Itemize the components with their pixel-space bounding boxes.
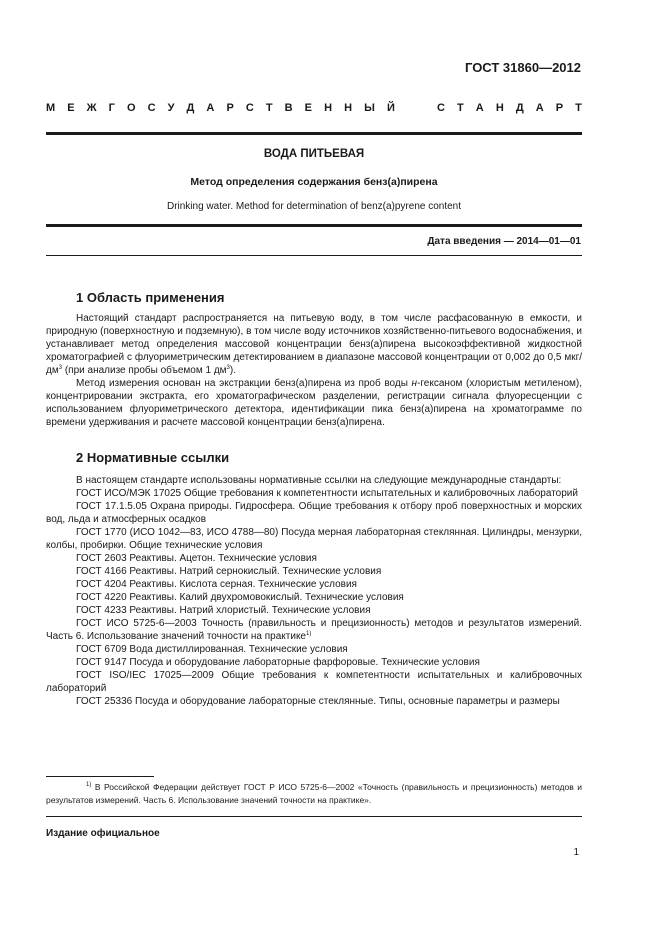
banner-letter: А xyxy=(475,102,484,114)
reference-item: ГОСТ 9147 Посуда и оборудование лабораторные фарфоровые. Технические условия xyxy=(76,657,480,668)
page-number: 1 xyxy=(573,847,579,858)
banner-letter: Д xyxy=(186,102,195,114)
section-2-intro: В настоящем стандарте использованы нормативные ссылки на следующие международные стандарты: xyxy=(76,475,562,486)
banner-letter: Т xyxy=(575,102,582,114)
date-divider xyxy=(46,255,582,256)
footnote xyxy=(46,781,582,807)
title-divider xyxy=(46,224,582,227)
section-2-heading: 2 Нормативные ссылки xyxy=(76,450,230,465)
banner-letter: М xyxy=(46,102,56,114)
introduction-date: Дата введения — 2014—01—01 xyxy=(427,236,581,247)
reference-item: ГОСТ 4233 Реактивы. Натрий хлористый. Технические условия xyxy=(76,605,371,616)
banner-letter: Р xyxy=(555,102,564,114)
banner-letter: С xyxy=(147,102,156,114)
banner-gap xyxy=(407,102,425,114)
section-2-body xyxy=(46,474,582,708)
banner-letter: Т xyxy=(265,102,273,114)
document-subtitle: Метод определения содержания бенз(а)пирена xyxy=(190,176,438,188)
banner-letter: Т xyxy=(457,102,464,114)
banner-letter: В xyxy=(284,102,293,114)
section-1-heading: 1 Область применения xyxy=(76,290,225,305)
section-1-paragraph-1: Настоящий стандарт распространяется на питьевую воду, в том числе расфасованную в емкости, и природную (поверхностную и подземную), в том числе воду источников хозяйственно-питьевого водоснабжения, и устанавливает метод определения массовой концентрации бенз(а)пирена высокоэффективной жидкостной хроматографией с флуориметрическим детектированием в диапазоне массовой концентрации от 0,002 до 0,5 мкг/$дм^3$ (при анализе пробы объемом 1 $дм^3$). xyxy=(46,313,582,376)
banner-letter: Н xyxy=(495,102,504,114)
reference-item: ГОСТ 1770 (ИСО 1042—83, ИСО 4788—80) Посуда мерная лабораторная стеклянная. Цилиндры, мензурки, колбы, пробирки. Общие технические условия xyxy=(46,527,582,551)
reference-item: ГОСТ ИСО/МЭК 17025 Общие требования к компетентности испытательных и калибровочных лабораторий xyxy=(76,488,578,499)
banner-letter: Й xyxy=(386,102,395,114)
banner-letter: А xyxy=(206,102,215,114)
footnote-divider xyxy=(46,776,154,777)
standard-code: ГОСТ 31860—2012 xyxy=(465,60,581,75)
reference-item: ГОСТ ISO/IEC 17025—2009 Общие требования к компетентности испытательных и калибровочных лабораторий xyxy=(46,670,582,694)
reference-item: ГОСТ 2603 Реактивы. Ацетон. Технические условия xyxy=(76,553,317,564)
banner-letter: Н xyxy=(324,102,333,114)
reference-item: ГОСТ 17.1.5.05 Охрана природы. Гидросфера. Общие требования к отбору проб поверхностных и морских вод, льда и атмосферных осадков xyxy=(46,501,582,525)
reference-item: ГОСТ ИСО 5725-6—2003 Точность (правильность и прецизионность) методов и результатов измерений. Часть 6. Использование значений точности на практике$^{1)}$ xyxy=(46,618,582,642)
top-divider xyxy=(46,132,582,135)
banner-letter: У xyxy=(167,102,175,114)
banner-letter: Е xyxy=(304,102,313,114)
reference-item: ГОСТ 4166 Реактивы. Натрий сернокислый. Технические условия xyxy=(76,566,382,577)
interstate-standard-banner xyxy=(46,102,582,114)
reference-item: ГОСТ 25336 Посуда и оборудование лабораторные стеклянные. Типы, основные параметры и размеры xyxy=(76,696,560,707)
banner-letter: С xyxy=(436,102,445,114)
footer-divider xyxy=(46,816,582,817)
banner-letter: Д xyxy=(515,102,524,114)
official-edition-label: Издание официальное xyxy=(46,828,160,839)
normative-references-list xyxy=(46,487,582,708)
banner-letter: О xyxy=(126,102,136,114)
banner-letter: Г xyxy=(108,102,115,114)
section-1-paragraph-2: Метод измерения основан на экстракции бенз(а)пирена из проб воды н-гексаном (хлористым метиленом), концентрировании экстракта, его хроматографическом разделении, регистрации сигнала флуоресценции с использованием флуориметрического детектора, идентификации пика бенз(а)пирена на хроматограмме по времени удерживания и расчете массовой концентрации бенз(а)пирена. xyxy=(46,378,582,428)
reference-item: ГОСТ 4204 Реактивы. Кислота серная. Технические условия xyxy=(76,579,357,590)
banner-letter: Ж xyxy=(86,102,97,114)
reference-item: ГОСТ 6709 Вода дистиллированная. Технические условия xyxy=(76,644,348,655)
section-1-body xyxy=(46,312,582,429)
reference-item: ГОСТ 4220 Реактивы. Калий двухромовокислый. Технические условия xyxy=(76,592,404,603)
banner-letter: А xyxy=(535,102,544,114)
footnote-mark: 1) xyxy=(86,782,92,788)
footnote-text: В Российской Федерации действует ГОСТ Р ИСО 5725-6—2002 «Точность (правильность и прецизионность) методов и результатов измерений. Часть 6. Использование значений точности на практике». xyxy=(46,782,582,805)
english-title: Drinking water. Method for determination of benz(a)pyrene content xyxy=(166,201,462,212)
reference-footnote-mark: 1) xyxy=(306,631,312,637)
banner-letter: Е xyxy=(67,102,75,114)
banner-letter: С xyxy=(245,102,254,114)
banner-letter: Р xyxy=(226,102,234,114)
banner-letter: Ы xyxy=(364,102,375,114)
banner-letter: Н xyxy=(344,102,353,114)
document-title: ВОДА ПИТЬЕВАЯ xyxy=(263,148,365,160)
